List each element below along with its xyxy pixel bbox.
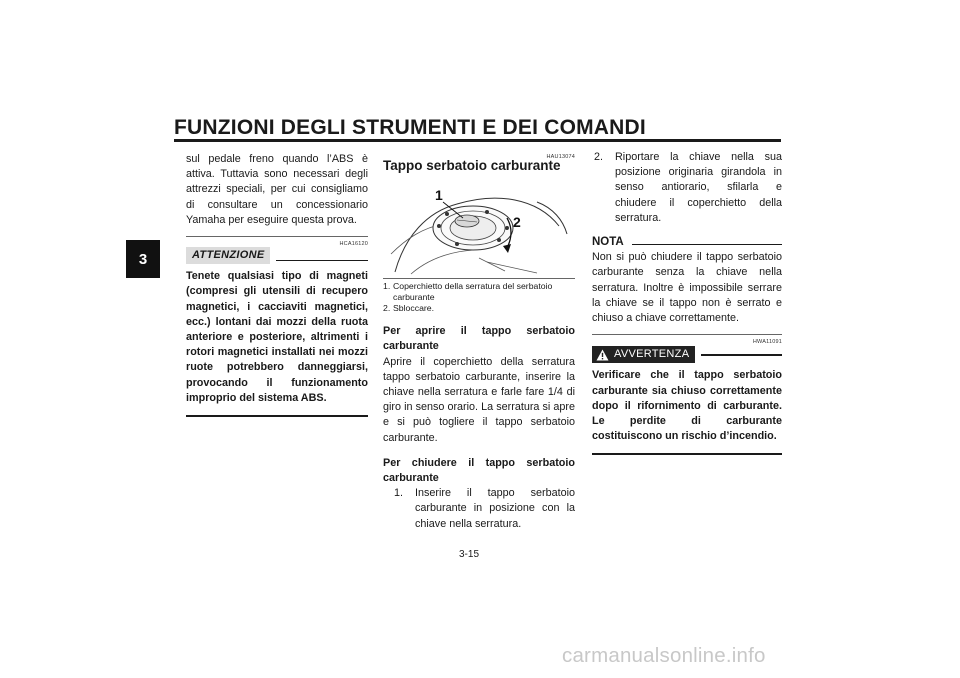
warning-header xyxy=(592,346,782,363)
page-title: FUNZIONI DEGLI STRUMENTI E DEI COMANDI xyxy=(174,116,646,139)
warning-triangle-icon xyxy=(596,349,609,361)
step-text: Riportare la chiave nella sua posizione originaria girandola in senso antiorario, sfilarla e chiudere il coperchietto della serratura. xyxy=(615,151,782,224)
caption-item xyxy=(383,303,575,314)
title-rule xyxy=(174,139,781,142)
intro-paragraph: sul pedale freno quando l’ABS è attiva. Tuttavia sono necessari degli attrezzi speciali, per cui consigliamo di consultare un concessionario Yamaha per eseguire questa prova. xyxy=(186,153,368,226)
caption-text: Sbloccare. xyxy=(393,303,435,314)
close-step-2 xyxy=(592,150,782,226)
column-left xyxy=(186,152,368,417)
figure-rule xyxy=(383,278,575,279)
watermark: carmanualsonline.info xyxy=(562,644,766,667)
caution-end-rule xyxy=(186,415,368,417)
caution-header-line xyxy=(276,260,368,262)
step-text: Inserire il tappo serbatoio carburante in posizione con la chiave nella serratura. xyxy=(415,487,575,530)
warning-code: HWA11091 xyxy=(752,339,782,346)
column-right xyxy=(592,150,782,455)
caption-number: 1. xyxy=(383,281,391,292)
caution-text: Tenete qualsiasi tipo di magneti (compresi gli utensili di recupero magnetici, i cacciaviti magnetici, ecc.) lontani dai mozzi della ruota anteriore e posteriore, altrimenti i rotori magnetici installati nei mozzi ruote potrebbero danneggiarsi, provocando il funzionamento improprio del sistema ABS. xyxy=(186,270,368,404)
caution-badge: ATTENZIONE xyxy=(186,247,270,264)
figure-captions xyxy=(383,281,575,314)
warning-label: AVVERTENZA xyxy=(614,348,690,361)
figure-label-1: 1 xyxy=(435,187,443,204)
nota-label: NOTA xyxy=(592,236,624,249)
caption-text: Coperchietto della serratura del serbatoio carburante xyxy=(393,281,553,303)
nota-header xyxy=(592,235,782,250)
nota-text: Non si può chiudere il tappo serbatoio carburante senza la chiave nella serratura. Inoltre è impossibile serrare la chiave se il tappo non è serrato e chiuso a chiave correttamente. xyxy=(592,251,782,325)
caption-number: 2. xyxy=(383,303,391,314)
page-number: 3-15 xyxy=(459,549,480,560)
step-number: 2. xyxy=(594,151,604,163)
fuel-tank-drawing xyxy=(387,176,573,276)
warning-text: Verificare che il tappo serbatoio carburante sia chiuso correttamente dopo il rifornimento di carburante. Le perdite di carburante costituiscono un rischio d’incendio. xyxy=(592,369,782,443)
figure-label-2: 2 xyxy=(513,214,521,231)
warning-badge xyxy=(592,346,695,363)
chapter-tab: 3 xyxy=(126,240,160,278)
warning-end-rule xyxy=(592,453,782,455)
fuel-cap-illustration xyxy=(387,176,573,276)
nota-header-line xyxy=(632,244,782,245)
caution-code: HCA16120 xyxy=(339,241,368,248)
step-number: 1. xyxy=(394,487,404,500)
section-title: Tappo serbatoio carburante xyxy=(383,158,561,173)
caution-header xyxy=(186,247,368,264)
close-heading: Per chiudere il tappo serbatoio carburante xyxy=(383,456,575,485)
close-step-1 xyxy=(383,486,575,532)
open-heading: Per aprire il tappo serbatoio carburante xyxy=(383,325,575,353)
section-code: HAU13074 xyxy=(546,154,575,160)
column-middle xyxy=(383,150,575,532)
warning-header-line xyxy=(701,354,782,356)
caption-item xyxy=(383,281,575,303)
open-instructions: Aprire il coperchietto della serratura tappo serbatoio carburante, inserire la chiave nella serratura e farle fare 1/4 di giro in senso orario. La serratura si apre e si può togliere il tappo serbatoio carburante. xyxy=(383,355,575,444)
